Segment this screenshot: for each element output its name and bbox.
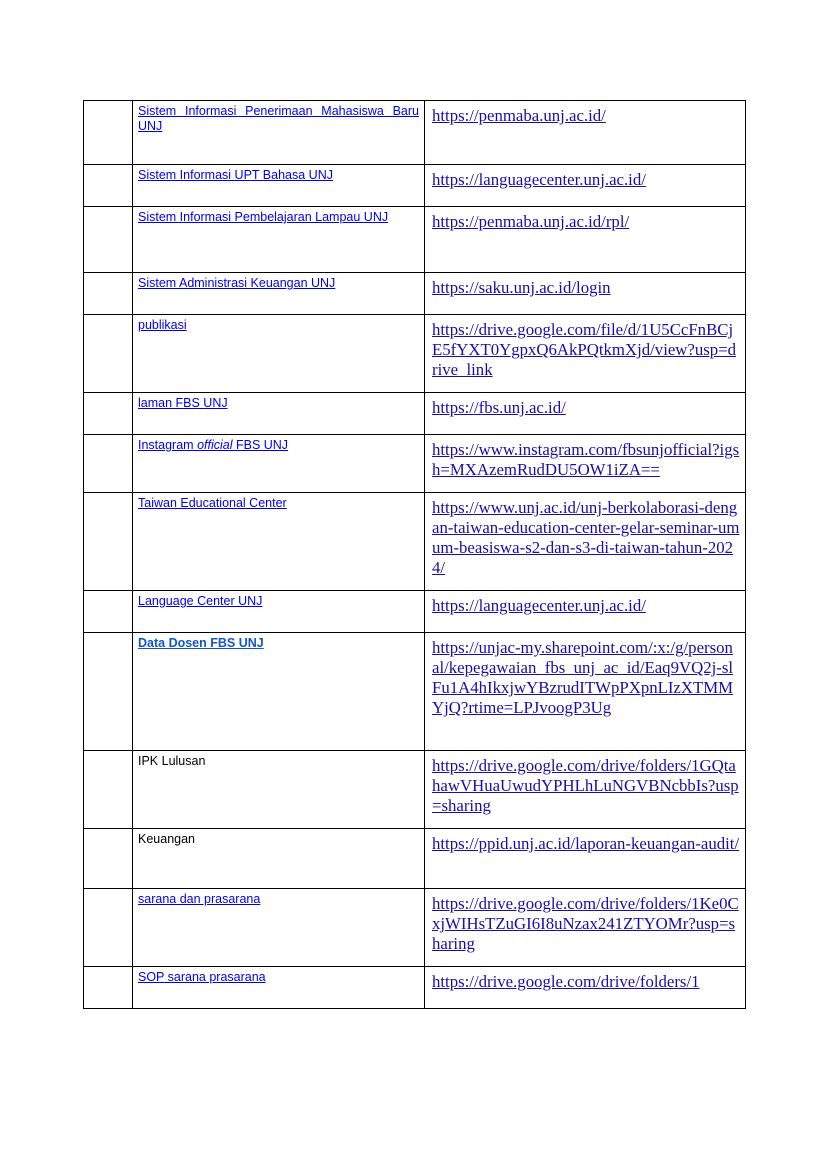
row-url-cell (425, 493, 746, 591)
row-number-cell (84, 591, 133, 633)
table-row (84, 829, 746, 889)
row-number-cell (84, 829, 133, 889)
row-label-link[interactable]: laman FBS UNJ (138, 396, 228, 410)
row-number-cell (84, 165, 133, 207)
row-label-part: official (197, 438, 233, 452)
row-label-link[interactable]: publikasi (138, 318, 187, 332)
url-link[interactable]: https://www.unj.ac.id/unj-berkolaborasi-dengan-taiwan-education-center-gelar-seminar-umum-beasiswa-s2-dan-s3-di-taiwan-tahun-2024/ (432, 498, 740, 577)
url-link[interactable]: https://saku.unj.ac.id/login (432, 278, 611, 297)
row-number-cell (84, 315, 133, 393)
row-label-link[interactable]: sarana dan prasarana (138, 892, 261, 906)
url-link[interactable]: https://fbs.unj.ac.id/ (432, 398, 566, 417)
row-label-link[interactable]: Sistem Informasi UPT Bahasa UNJ (138, 168, 333, 182)
row-label-cell (133, 889, 425, 967)
row-label-wrap (138, 210, 419, 225)
url-link[interactable]: https://languagecenter.unj.ac.id/ (432, 596, 646, 615)
row-url-cell (425, 967, 746, 1009)
row-label-link[interactable]: SOP sarana prasarana (138, 970, 266, 984)
row-label-cell (133, 967, 425, 1009)
links-table-body (84, 101, 746, 1009)
row-number-cell (84, 435, 133, 493)
url-link[interactable]: https://languagecenter.unj.ac.id/ (432, 170, 646, 189)
row-label-link[interactable]: Sistem Administrasi Keuangan UNJ (138, 276, 336, 290)
row-label-cell (133, 829, 425, 889)
row-number-cell (84, 101, 133, 165)
url-link[interactable]: https://penmaba.unj.ac.id/rpl/ (432, 212, 630, 231)
table-row (84, 165, 746, 207)
row-url-cell (425, 393, 746, 435)
row-url-cell (425, 435, 746, 493)
url-link[interactable]: https://unjac-my.sharepoint.com/:x:/g/personal/kepegawaian_fbs_unj_ac_id/Eaq9VQ2j-slFu1A4hIkxjwYBzrudITWpPXpnLIzXTMMYjQ?rtime=LPJvoogP3Ug (432, 638, 734, 717)
row-label-cell (133, 751, 425, 829)
row-label-link[interactable] (138, 438, 288, 452)
url-link[interactable]: https://www.instagram.com/fbsunjofficial?igsh=MXAzemRudDU5OW1iZA== (432, 440, 740, 479)
row-url-cell (425, 889, 746, 967)
table-row (84, 101, 746, 165)
row-number-cell (84, 393, 133, 435)
row-label-part: FBS UNJ (232, 438, 289, 452)
table-row (84, 889, 746, 967)
row-number-cell (84, 493, 133, 591)
row-label-link[interactable]: Data Dosen FBS UNJ (138, 636, 264, 650)
row-label-link[interactable]: Sistem Informasi Pembelajaran Lampau UNJ (138, 210, 389, 224)
row-label-cell (133, 633, 425, 751)
links-table (83, 100, 746, 1009)
row-label: Keuangan (138, 832, 196, 846)
row-label-link[interactable]: Language Center UNJ (138, 594, 263, 608)
url-link[interactable]: https://drive.google.com/drive/folders/1GQtahawVHuaUwudYPHLhLuNGVBNcbbIs?usp=sharing (432, 756, 739, 815)
row-number-cell (84, 967, 133, 1009)
url-link[interactable]: https://drive.google.com/file/d/1U5CcFnBCjE5fYXT0YgpxQ6AkPQtkmXjd/view?usp=drive_link (432, 320, 737, 379)
url-link[interactable]: https://ppid.unj.ac.id/laporan-keuangan-audit/ (432, 834, 740, 853)
row-label-cell (133, 165, 425, 207)
row-label-cell (133, 273, 425, 315)
row-number-cell (84, 751, 133, 829)
table-row (84, 207, 746, 273)
table-row (84, 751, 746, 829)
row-label-link[interactable]: Taiwan Educational Center (138, 496, 287, 510)
row-number-cell (84, 633, 133, 751)
row-label: IPK Lulusan (138, 754, 206, 768)
table-row (84, 967, 746, 1009)
row-url-cell (425, 751, 746, 829)
row-label-wrap (138, 104, 419, 134)
row-url-cell (425, 207, 746, 273)
row-url-cell (425, 273, 746, 315)
table-row (84, 435, 746, 493)
row-url-cell (425, 829, 746, 889)
url-link[interactable]: https://penmaba.unj.ac.id/ (432, 106, 606, 125)
row-label-link[interactable]: Sistem Informasi Penerimaan Mahasiswa Baru UNJ (138, 104, 419, 133)
row-url-cell (425, 165, 746, 207)
table-row (84, 493, 746, 591)
row-url-cell (425, 315, 746, 393)
row-label-cell (133, 591, 425, 633)
table-row (84, 393, 746, 435)
row-number-cell (84, 273, 133, 315)
row-label-cell (133, 315, 425, 393)
row-label-cell (133, 101, 425, 165)
url-link[interactable]: https://drive.google.com/drive/folders/1Ke0CxjWIHsTZuGI6I8uNzax241ZTYOMr?usp=sharing (432, 894, 739, 953)
table-row (84, 273, 746, 315)
row-label-part: Instagram (138, 438, 198, 452)
table-row (84, 591, 746, 633)
row-url-cell (425, 633, 746, 751)
row-label-cell (133, 435, 425, 493)
row-label-cell (133, 393, 425, 435)
row-number-cell (84, 207, 133, 273)
url-link[interactable]: https://drive.google.com/drive/folders/1 (432, 972, 700, 991)
row-label-cell (133, 207, 425, 273)
table-row (84, 315, 746, 393)
row-url-cell (425, 591, 746, 633)
table-row (84, 633, 746, 751)
row-url-cell (425, 101, 746, 165)
row-number-cell (84, 889, 133, 967)
row-label-cell (133, 493, 425, 591)
